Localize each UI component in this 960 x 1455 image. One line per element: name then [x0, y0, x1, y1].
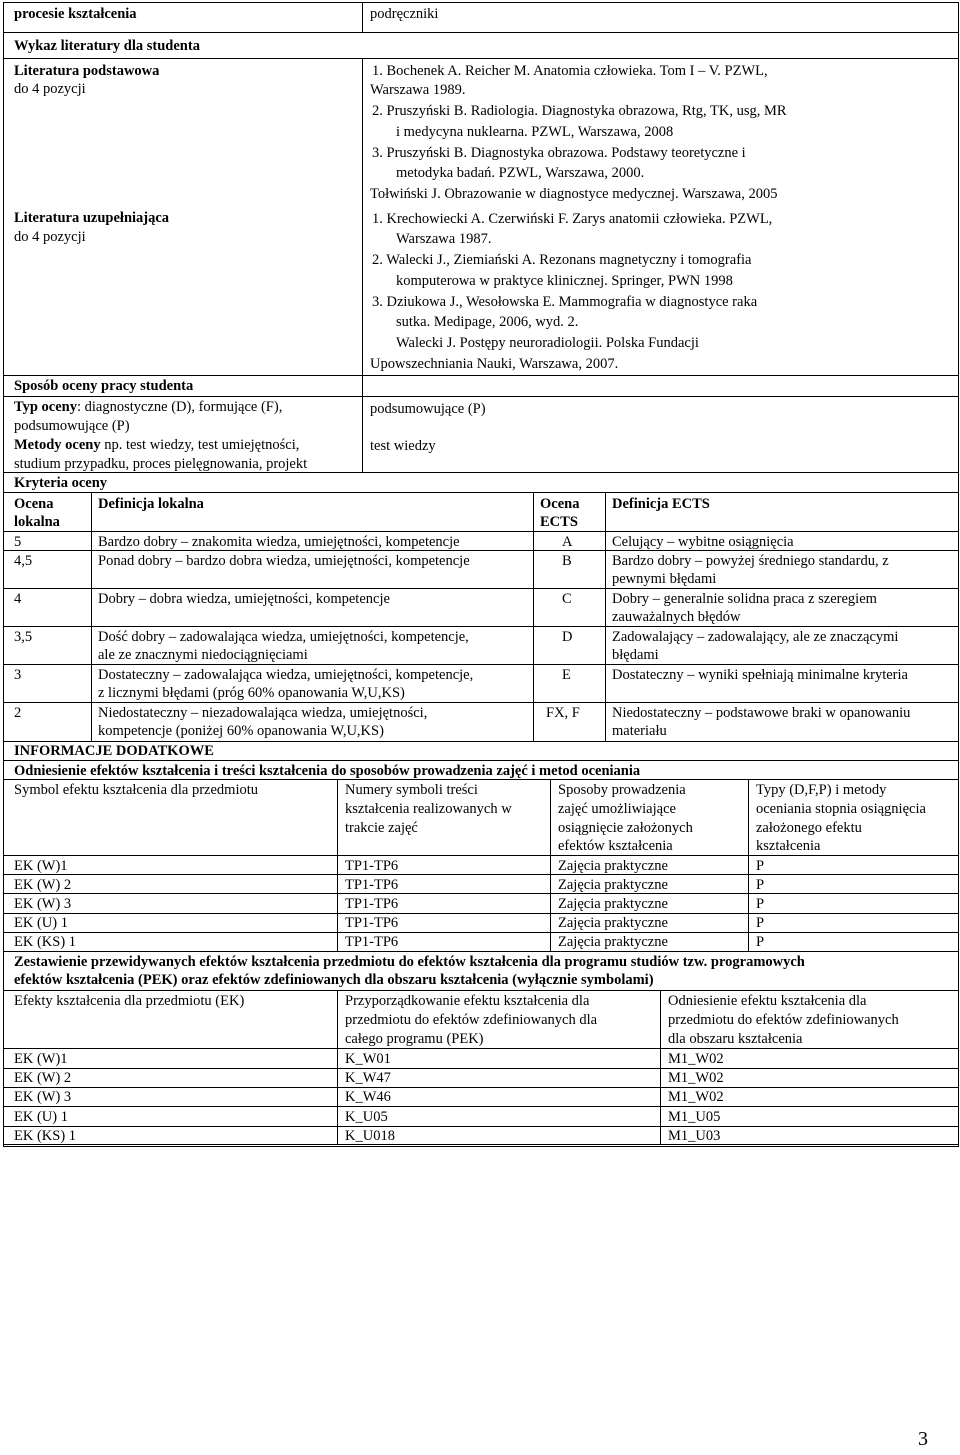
odn-header-sposoby: osiągnięcie założonych: [558, 820, 693, 836]
odn-tp: TP1-TP6: [345, 915, 399, 931]
odn-ek: EK (KS) 1: [14, 934, 77, 950]
header-right-label: podręczniki: [370, 6, 439, 22]
kryteria-header-lokalna: lokalna: [14, 514, 60, 530]
zest-ek: EK (W) 3: [14, 1089, 72, 1105]
kryteria-ects: A: [562, 534, 573, 550]
odn-header-sposoby: zajęć umożliwiające: [558, 801, 676, 817]
kryteria-ects-def: materiału: [612, 723, 667, 739]
kryteria-def: ale ze znacznymi niedociągnięciami: [98, 647, 308, 663]
odn-tp: TP1-TP6: [345, 877, 399, 893]
zest-ek: EK (W) 2: [14, 1070, 72, 1086]
zest-header-pek: Przyporządkowanie efektu kształcenia dla: [345, 993, 590, 1009]
odn-sposob: Zajęcia praktyczne: [558, 934, 668, 950]
kryteria-header-ocena: Ocena: [14, 496, 54, 512]
lit-uzup-line: 1. Krechowiecki A. Czerwiński F. Zarys anatomii człowieka. PZWL,: [372, 211, 773, 227]
kryteria-def: Dostateczny – zadowalająca wiedza, umiejętności, kompetencje,: [98, 667, 474, 683]
lit-uzup-sublabel: do 4 pozycji: [14, 229, 86, 245]
kryteria-header-ects: ECTS: [540, 514, 578, 530]
kryteria-ects-def: Niedostateczny – podstawowe braki w opanowaniu: [612, 705, 911, 721]
zestawienie-title-line2: efektów kształcenia (PEK) oraz efektów zdefiniowanych dla obszaru kształcenia (wyłącznie symbolami): [14, 972, 654, 988]
zest-obszar: M1_W02: [668, 1089, 724, 1105]
lit-uzup-line: Warszawa 1987.: [396, 231, 492, 247]
metody-oceny-line2: studium przypadku, proces pielęgnowania, projekt: [14, 456, 308, 472]
kryteria-ects-def: zauważalnych błędów: [612, 609, 741, 625]
odn-header-numery: kształcenia realizowanych w: [345, 801, 512, 817]
zest-pek: K_U05: [345, 1109, 388, 1125]
kryteria-header-def-ects: Definicja ECTS: [612, 496, 710, 512]
typ-oceny-label: Typ oceny: diagnostyczne (D), formujące (F),: [14, 399, 283, 415]
page-number: 3: [918, 1428, 928, 1450]
zest-ek: EK (KS) 1: [14, 1128, 77, 1144]
zest-ek: EK (W)1: [14, 1051, 68, 1067]
odn-typ: P: [756, 877, 765, 893]
kryteria-def: Dobry – dobra wiedza, umiejętności, kompetencje: [98, 591, 390, 607]
kryteria-ocena: 4,5: [14, 553, 33, 569]
wykaz-title: Wykaz literatury dla studenta: [14, 38, 200, 54]
odn-header-sposoby: efektów kształcenia: [558, 838, 673, 854]
zest-obszar: M1_W02: [668, 1070, 724, 1086]
odn-sposob: Zajęcia praktyczne: [558, 896, 668, 912]
zest-header-ek: Efekty kształcenia dla przedmiotu (EK): [14, 993, 245, 1009]
lit-podst-sublabel: do 4 pozycji: [14, 81, 86, 97]
kryteria-ects: E: [562, 667, 571, 683]
kryteria-ects: D: [562, 629, 573, 645]
odn-typ: P: [756, 896, 765, 912]
kryteria-ects: FX, F: [546, 705, 580, 721]
lit-podst-line: 1. Bochenek A. Reicher M. Anatomia człowieka. Tom I – V. PZWL,: [372, 63, 768, 79]
odn-ek: EK (U) 1: [14, 915, 68, 931]
lit-podst-line: metodyka badań. PZWL, Warszawa, 2000.: [396, 165, 645, 181]
lit-uzup-line: komputerowa w praktyce klinicznej. Springer, PWN 1998: [396, 273, 733, 289]
odn-ek: EK (W) 3: [14, 896, 72, 912]
zest-pek: K_W01: [345, 1051, 391, 1067]
odn-header-numery: trakcie zajęć: [345, 820, 418, 836]
metody-oceny-label: Metody oceny np. test wiedzy, test umiejętności,: [14, 437, 300, 453]
typ-oceny-line2: podsumowujące (P): [14, 418, 130, 434]
lit-podst-label: Literatura podstawowa: [14, 63, 160, 79]
odn-tp: TP1-TP6: [345, 858, 399, 874]
lit-uzup-line: 2. Walecki J., Ziemiański A. Rezonans magnetyczny i tomografia: [372, 252, 752, 268]
kryteria-ects: B: [562, 553, 572, 569]
odn-typ: P: [756, 934, 765, 950]
odn-typ: P: [756, 858, 765, 874]
odn-typ: P: [756, 915, 765, 931]
odn-sposob: Zajęcia praktyczne: [558, 858, 668, 874]
lit-podst-line: i medycyna nuklearna. PZWL, Warszawa, 2008: [396, 124, 674, 140]
zest-obszar: M1_W02: [668, 1051, 724, 1067]
lit-uzup-line: 3. Dziukowa J., Wesołowska E. Mammografia w diagnostyce raka: [372, 294, 758, 310]
kryteria-header-ocena-ects: Ocena: [540, 496, 580, 512]
zest-pek: K_U018: [345, 1128, 395, 1144]
odn-ek: EK (W) 2: [14, 877, 72, 893]
sposob-title: Sposób oceny pracy studenta: [14, 378, 194, 394]
kryteria-def: Niedostateczny – niezadowalająca wiedza, umiejętności,: [98, 705, 428, 721]
odniesienie-title: Odniesienie efektów kształcenia i treści kształcenia do sposobów prowadzenia zajęć i metod oceniania: [14, 763, 641, 779]
odn-ek: EK (W)1: [14, 858, 68, 874]
kryteria-ocena: 3: [14, 667, 22, 683]
zest-pek: K_W46: [345, 1089, 391, 1105]
lit-uzup-line: Walecki J. Postępy neuroradiologii. Polska Fundacji: [396, 335, 699, 351]
metody-oceny-value: test wiedzy: [370, 438, 436, 454]
zest-header-obszar: przedmiotu do efektów zdefiniowanych: [668, 1012, 899, 1028]
odn-header-typy: oceniania stopnia osiągnięcia: [756, 801, 926, 817]
lit-uzup-line: Upowszechniania Nauki, Warszawa, 2007.: [370, 356, 619, 372]
kryteria-header-def-lokalna: Definicja lokalna: [98, 496, 204, 512]
kryteria-title: Kryteria oceny: [14, 475, 108, 491]
odn-header-numery: Numery symboli treści: [345, 782, 478, 798]
zest-header-pek: całego programu (PEK): [345, 1031, 484, 1047]
zest-obszar: M1_U05: [668, 1109, 721, 1125]
lit-podst-line: Warszawa 1989.: [370, 82, 466, 98]
odn-header-typy: kształcenia: [756, 838, 821, 854]
odn-sposob: Zajęcia praktyczne: [558, 877, 668, 893]
typ-oceny-value: podsumowujące (P): [370, 401, 486, 417]
kryteria-ects-def: Celujący – wybitne osiągnięcia: [612, 534, 794, 550]
kryteria-ects-def: pewnymi błędami: [612, 571, 717, 587]
zest-header-obszar: Odniesienie efektu kształcenia dla: [668, 993, 867, 1009]
odn-header-symbol: Symbol efektu kształcenia dla przedmiotu: [14, 782, 259, 798]
zest-header-pek: przedmiotu do efektów zdefiniowanych dla: [345, 1012, 598, 1028]
kryteria-def: Dość dobry – zadowalająca wiedza, umiejętności, kompetencje,: [98, 629, 469, 645]
lit-podst-line: Tołwiński J. Obrazowanie w diagnostyce medycznej. Warszawa, 2005: [370, 186, 778, 202]
odn-tp: TP1-TP6: [345, 934, 399, 950]
kryteria-ocena: 2: [14, 705, 22, 721]
zestawienie-title-line1: Zestawienie przewidywanych efektów kształcenia przedmiotu do efektów kształcenia dla programu studiów tzw. programowych: [14, 954, 805, 970]
kryteria-ocena: 5: [14, 534, 22, 550]
kryteria-ects: C: [562, 591, 572, 607]
kryteria-ects-def: Bardzo dobry – powyżej średniego standardu, z: [612, 553, 889, 569]
odn-header-typy: Typy (D,F,P) i metody: [756, 782, 887, 798]
kryteria-ects-def: Dobry – generalnie solidna praca z szeregiem: [612, 591, 877, 607]
kryteria-ects-def: błędami: [612, 647, 659, 663]
kryteria-def: z licznymi błędami (próg 60% opanowania W,U,KS): [98, 685, 405, 701]
kryteria-def: Ponad dobry – bardzo dobra wiedza, umiejętności, kompetencje: [98, 553, 470, 569]
lit-uzup-line: sutka. Medipage, 2006, wyd. 2.: [396, 314, 579, 330]
lit-podst-line: 3. Pruszyński B. Diagnostyka obrazowa. Podstawy teoretyczne i: [372, 145, 746, 161]
kryteria-ects-def: Zadowalający – zadowalający, ale ze znaczącymi: [612, 629, 899, 645]
lit-podst-line: 2. Pruszyński B. Radiologia. Diagnostyka obrazowa, Rtg, TK, usg, MR: [372, 103, 787, 119]
zest-pek: K_W47: [345, 1070, 391, 1086]
zest-ek: EK (U) 1: [14, 1109, 68, 1125]
lit-uzup-label: Literatura uzupełniająca: [14, 210, 170, 226]
kryteria-ects-def: Dostateczny – wyniki spełniają minimalne kryteria: [612, 667, 908, 683]
kryteria-ocena: 4: [14, 591, 22, 607]
zest-header-obszar: dla obszaru kształcenia: [668, 1031, 803, 1047]
odn-header-typy: założonego efektu: [756, 820, 862, 836]
kryteria-ocena: 3,5: [14, 629, 33, 645]
odn-header-sposoby: Sposoby prowadzenia: [558, 782, 686, 798]
odn-tp: TP1-TP6: [345, 896, 399, 912]
zest-obszar: M1_U03: [668, 1128, 721, 1144]
section-title: procesie kształcenia: [14, 6, 137, 22]
kryteria-def: Bardzo dobry – znakomita wiedza, umiejętności, kompetencje: [98, 534, 460, 550]
odn-sposob: Zajęcia praktyczne: [558, 915, 668, 931]
info-title: INFORMACJE DODATKOWE: [14, 743, 214, 759]
kryteria-def: kompetencje (poniżej 60% opanowania W,U,KS): [98, 723, 384, 739]
